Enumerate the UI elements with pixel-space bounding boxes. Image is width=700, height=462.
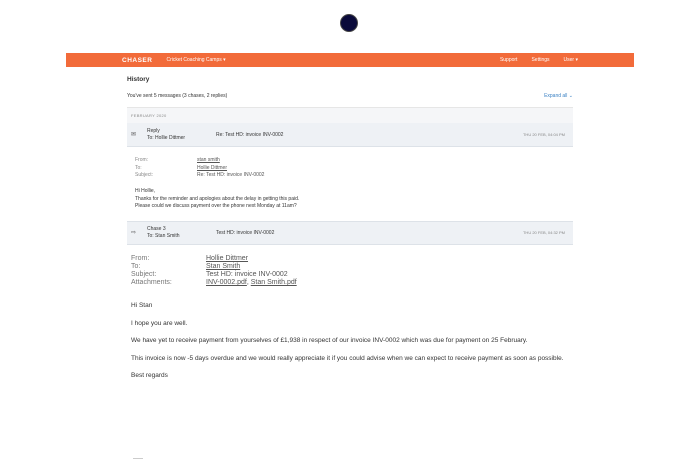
- message-line: This invoice is now -5 days overdue and we would really appreciate it if you could advise when we can expect to receive payment as soon as possible.: [131, 354, 564, 362]
- top-navbar: [66, 53, 634, 67]
- from-label: From:: [131, 254, 150, 262]
- reply-message: [135, 188, 573, 211]
- to-value[interactable]: Hollie Dittmer: [197, 164, 228, 171]
- user-dropdown[interactable]: User ▾: [563, 57, 578, 63]
- page-title: History: [127, 76, 150, 83]
- settings-link[interactable]: Settings: [531, 57, 550, 63]
- avatar: [340, 14, 358, 32]
- from-value[interactable]: stan smith: [197, 157, 220, 163]
- divider: [133, 458, 143, 459]
- chase-details: [127, 245, 573, 380]
- history-item-chase[interactable]: [127, 221, 573, 245]
- item-who: [147, 226, 216, 240]
- to-value[interactable]: Stan Smith: [206, 262, 241, 270]
- history-panel: [127, 76, 573, 390]
- envelope-icon: ✉: [131, 132, 137, 138]
- subject-value: Test HD: invoice INV-0002: [206, 270, 288, 278]
- subject-label: Subject:: [131, 270, 157, 278]
- item-date: THU 20 FEB, 04:32 PM: [522, 230, 565, 235]
- item-date: THU 20 FEB, 04:04 PM: [522, 132, 565, 137]
- message-line: Hi Hollie,: [135, 188, 156, 194]
- support-link[interactable]: Support: [499, 57, 518, 63]
- message-line: Best regards: [131, 372, 168, 380]
- attachments-value: [206, 279, 573, 286]
- attachment-link[interactable]: Stan Smith.pdf: [250, 279, 297, 287]
- attachment-separator: ,: [246, 279, 251, 287]
- attachment-link[interactable]: INV-0002.pdf: [206, 279, 247, 287]
- chase-meta: [131, 255, 573, 287]
- item-type: Reply: [147, 127, 160, 134]
- month-header: FEBRUARY 2020: [127, 107, 573, 123]
- to-label: To:: [131, 262, 141, 270]
- message-line: I hope you are well.: [131, 319, 188, 327]
- org-dropdown[interactable]: Cricket Coaching Camps ▾: [166, 57, 226, 63]
- reply-meta: [135, 157, 573, 178]
- summary-row: [127, 93, 573, 99]
- message-summary: You've sent 5 messages (3 chases, 2 replies): [127, 93, 228, 99]
- attachments-label: Attachments:: [131, 279, 172, 287]
- from-label: From:: [135, 157, 149, 163]
- message-line: We have yet to receive payment from yourselves of £1,938 in respect of our invoice INV-0002 which was due for payment on 25 February.: [131, 337, 528, 345]
- message-line: Hi Stan: [131, 302, 153, 310]
- reply-details: [127, 147, 573, 221]
- message-line: Thanks for the reminder and apologies about the delay in getting this paid.: [135, 195, 300, 202]
- item-type: Chase 3: [147, 225, 166, 232]
- expand-all-link[interactable]: Expand all ⌄: [544, 93, 573, 99]
- subject-value: Re: Test HD: invoice INV-0002: [197, 172, 265, 178]
- to-label: To:: [135, 164, 142, 171]
- send-icon: ⇨: [131, 230, 137, 236]
- chase-message: [131, 302, 573, 379]
- item-who: [147, 128, 216, 142]
- item-recipient: To: Stan Smith: [147, 232, 180, 239]
- message-line: Please could we discuss payment over the phone next Monday at 11am?: [135, 203, 297, 209]
- history-item-reply[interactable]: [127, 123, 573, 147]
- from-value[interactable]: Hollie Dittmer: [206, 254, 249, 262]
- subject-label: Subject:: [135, 172, 154, 178]
- nav-right-links: [500, 57, 578, 63]
- item-recipient: To: Hollie Dittmer: [147, 134, 186, 141]
- item-subject: Test HD: invoice INV-0002: [216, 229, 275, 236]
- item-subject: Re: Test HD: invoice INV-0002: [216, 131, 284, 138]
- brand-logo[interactable]: CHASER: [122, 56, 153, 64]
